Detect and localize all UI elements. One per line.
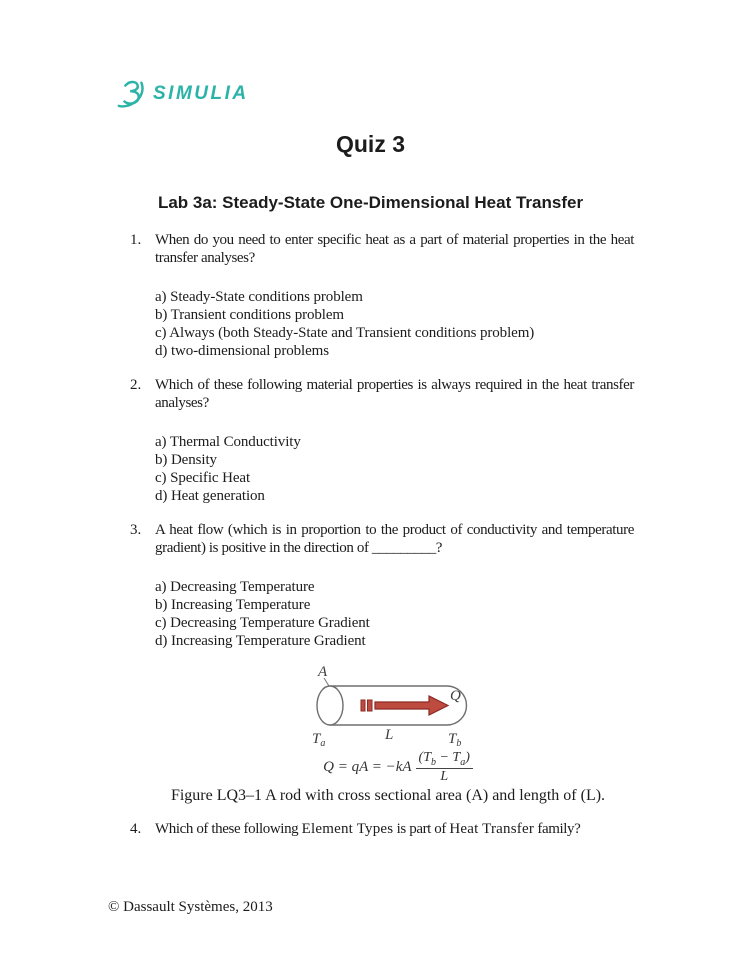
option-2b: b) Density bbox=[155, 452, 217, 468]
heat-flow-label: Q bbox=[450, 688, 461, 704]
equation-numerator bbox=[416, 750, 473, 768]
question-3-options bbox=[155, 578, 634, 650]
temp-left-sub: a bbox=[320, 738, 326, 749]
q4-term-heat-transfer: Heat Transfer bbox=[449, 821, 535, 837]
question-2-body bbox=[155, 376, 634, 505]
question-3 bbox=[130, 521, 634, 650]
arrow-dash-2 bbox=[368, 700, 373, 711]
logo-brand-text: SIMULIA bbox=[153, 83, 249, 104]
question-2-text: Which of these following material properties is always required in the heat transfer analyses? bbox=[155, 377, 634, 411]
num-sub-a: a bbox=[460, 756, 466, 768]
question-4-body bbox=[155, 820, 634, 838]
option-1d: d) two-dimensional problems bbox=[155, 343, 329, 359]
option-1a: a) Steady-State conditions problem bbox=[155, 289, 363, 305]
option-3c: c) Decreasing Temperature Gradient bbox=[155, 615, 370, 631]
temp-left-base: T bbox=[312, 731, 321, 747]
num-minus: − T bbox=[435, 750, 461, 765]
question-3-body bbox=[155, 521, 634, 650]
page-title: Quiz 3 bbox=[335, 131, 405, 157]
3ds-swirl-icon bbox=[116, 78, 148, 110]
question-1-number: 1. bbox=[130, 232, 142, 248]
num-sub-b: b bbox=[430, 756, 436, 768]
q4-seg-3: family? bbox=[534, 821, 581, 837]
equation-denominator: L bbox=[416, 768, 473, 785]
temp-right-label bbox=[448, 731, 461, 749]
option-3a: a) Decreasing Temperature bbox=[155, 579, 315, 595]
question-4-number: 4. bbox=[130, 821, 142, 837]
question-2-number: 2. bbox=[130, 377, 142, 393]
copyright-footer: © Dassault Systèmes, 2013 bbox=[108, 899, 273, 915]
question-3-number: 3. bbox=[130, 522, 142, 538]
question-1-body bbox=[155, 231, 634, 360]
lab-subtitle: Lab 3a: Steady-State One-Dimensional Heat Transfer bbox=[157, 193, 584, 212]
num-close: ) bbox=[465, 750, 470, 765]
simulia-logo bbox=[116, 78, 249, 110]
question-2-options bbox=[155, 433, 634, 505]
question-1-options bbox=[155, 288, 634, 360]
option-2c: c) Specific Heat bbox=[155, 470, 251, 486]
q4-term-element-types: Element Types bbox=[301, 821, 394, 837]
option-2a: a) Thermal Conductivity bbox=[155, 434, 301, 450]
heat-conduction-equation bbox=[298, 750, 498, 785]
rod-figure bbox=[298, 660, 498, 752]
option-1c: c) Always (both Steady-State and Transient conditions problem) bbox=[155, 325, 535, 341]
equation-fraction bbox=[416, 750, 473, 785]
question-2 bbox=[130, 376, 634, 505]
question-1 bbox=[130, 231, 634, 360]
q4-seg-2: is part of bbox=[393, 821, 450, 837]
question-4-text bbox=[155, 820, 634, 838]
q4-seg-1: Which of these following bbox=[155, 821, 302, 837]
question-4 bbox=[130, 820, 634, 838]
question-3-text: A heat flow (which is in proportion to the product of conductivity and temperature gradient) is positive in the direction of _________? bbox=[155, 522, 634, 556]
option-3d: d) Increasing Temperature Gradient bbox=[155, 633, 366, 649]
equation-lhs: Q = qA = −kA bbox=[323, 759, 412, 776]
area-label: A bbox=[318, 664, 328, 680]
option-1b: b) Transient conditions problem bbox=[155, 307, 344, 323]
rod-cross-section bbox=[317, 686, 343, 725]
figure-caption: Figure LQ3–1 A rod with cross sectional area (A) and length of (L). bbox=[170, 787, 606, 804]
temp-right-base: T bbox=[448, 731, 457, 747]
temp-right-sub: b bbox=[456, 738, 462, 749]
arrow-dash-1 bbox=[361, 700, 365, 711]
option-3b: b) Increasing Temperature bbox=[155, 597, 311, 613]
length-label: L bbox=[385, 727, 394, 743]
question-1-text: When do you need to enter specific heat as a part of material properties in the heat transfer analyses? bbox=[155, 232, 634, 266]
num-open: (T bbox=[418, 750, 431, 765]
temp-left-label bbox=[312, 731, 325, 749]
option-2d: d) Heat generation bbox=[155, 488, 265, 504]
